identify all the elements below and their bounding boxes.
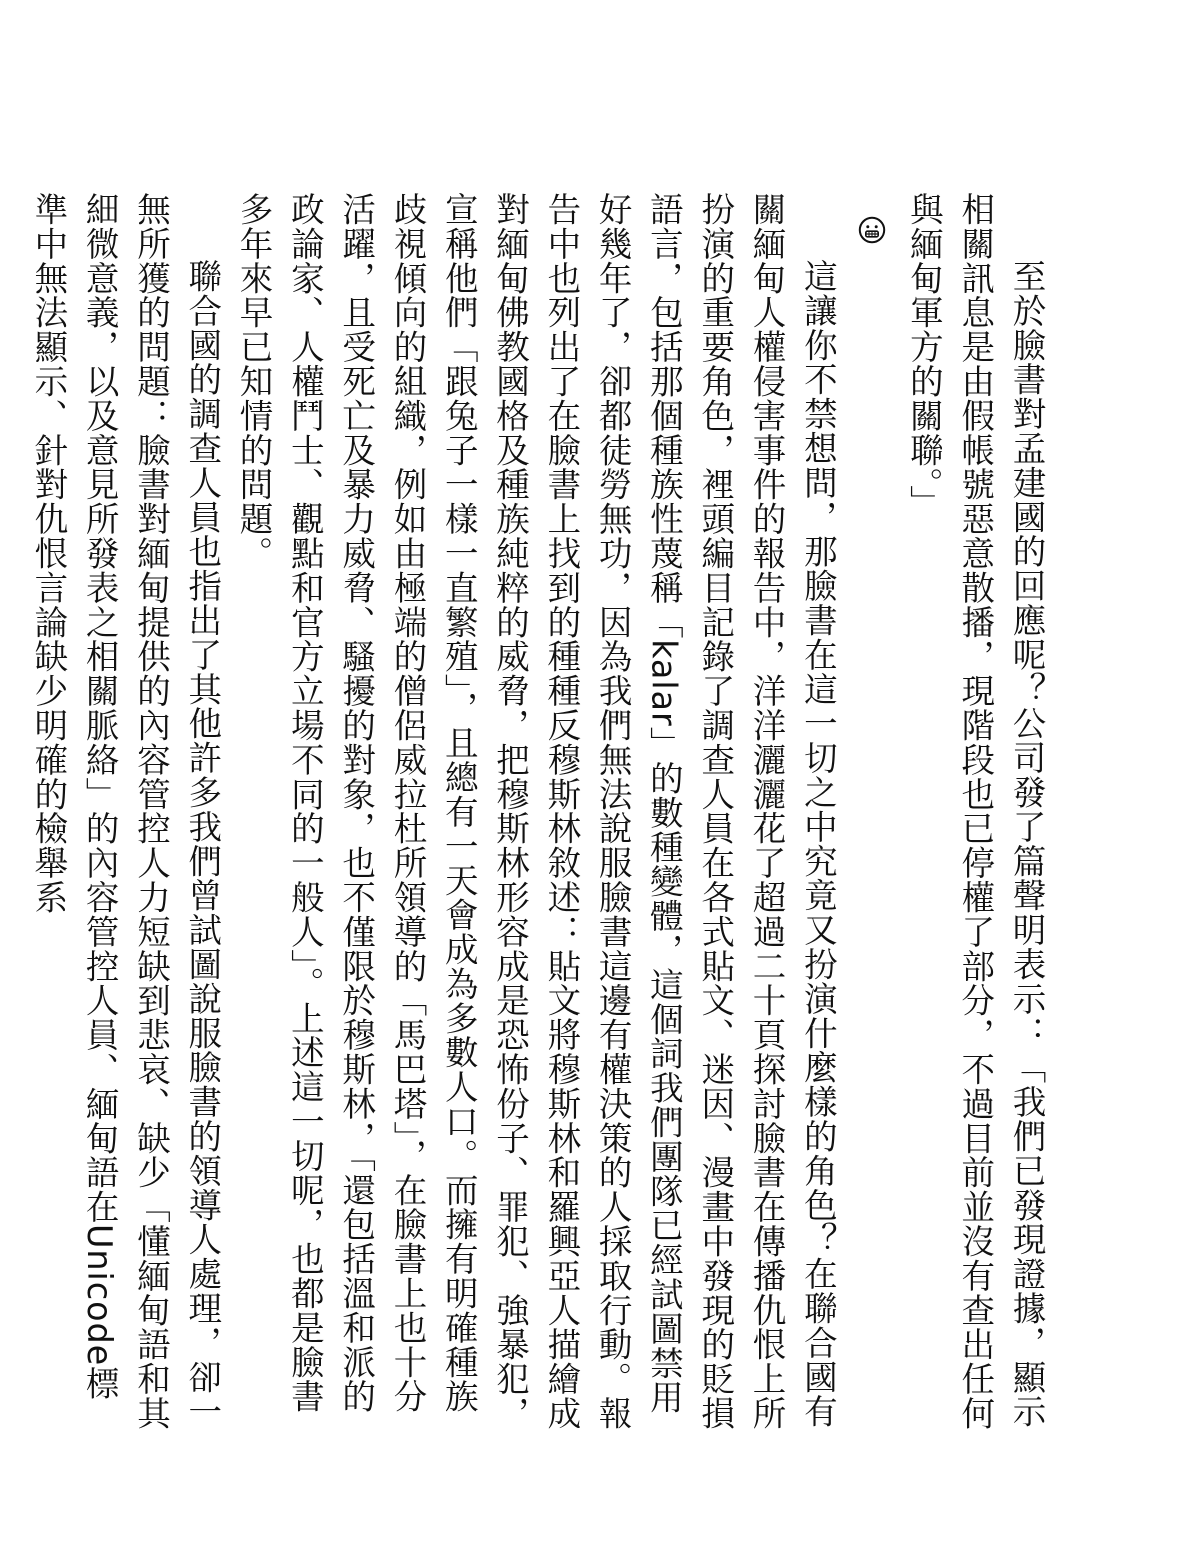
paragraph-facebook-response: 至於臉書對孟建國的回應呢？公司發了篇聲明表示：「我們已發現證據，顯示相關訊息是由假帳號惡意散播，現階段也已停權了部分，不過目前並沒有查出任何與緬甸軍方的關聯。」 xyxy=(904,192,1046,1431)
emoji-line xyxy=(843,192,898,1432)
paragraph-un-report: 這讓你不禁想問，那臉書在這一切之中究竟又扮演什麼樣的角色？在聯合國有關緬甸人權侵害事件的報告中，洋洋灑灑花了超過二十頁探討臉書在傳播仇恨上所扮演的重要角色，裡頭編目記錄了調查人員在各式貼文、迷因、漫畫中發現的貶損語言，包括那個種族性蔑稱「kalar」的數種變體，這個詞我們團隊已經試圖禁用好幾年了，卻都徒勞無功，因為我們無法說服臉書這邊有權決策的人採取行動。報告中也列出了在臉書上找到的種種反穆斯林敘述：貼文將穆斯林和羅興亞人描繪成對緬甸佛教國格及種族純粹的威脅，把穆斯林形容成是恐怖份子、罪犯、強暴犯，宣稱他們「跟兔子一樣一直繁殖」，且總有一天會成為多數人口。而擁有明確種族歧視傾向的組織，例如由極端的僧侶威拉杜所領導的「馬巴塔」，在臉書上也十分活躍，且受死亡及暴力威脅、騷擾的對象，也不僅限於穆斯林，「還包括溫和派的政論家、人權鬥士、觀點和官方立場不同的一般人」。上述這一切呢，也都是臉書多年來早已知情的問題。 xyxy=(234,192,838,1431)
paragraph-un-investigators: 聯合國的調查人員也指出了其他許多我們曾試圖說服臉書的領導人處理，卻一無所獲的問題：臉書對緬甸提供的內容管控人力短缺到悲哀、缺少「懂緬甸語和其細微意義，以及意見所發表之相關脈絡」的內容管控人員、緬甸語在Unicode標準中無法顯示、針對仇恨言論缺少明確的檢舉系 xyxy=(28,192,222,1431)
grimacing-face-icon xyxy=(858,216,886,244)
vertical-text-body xyxy=(23,192,1052,1432)
